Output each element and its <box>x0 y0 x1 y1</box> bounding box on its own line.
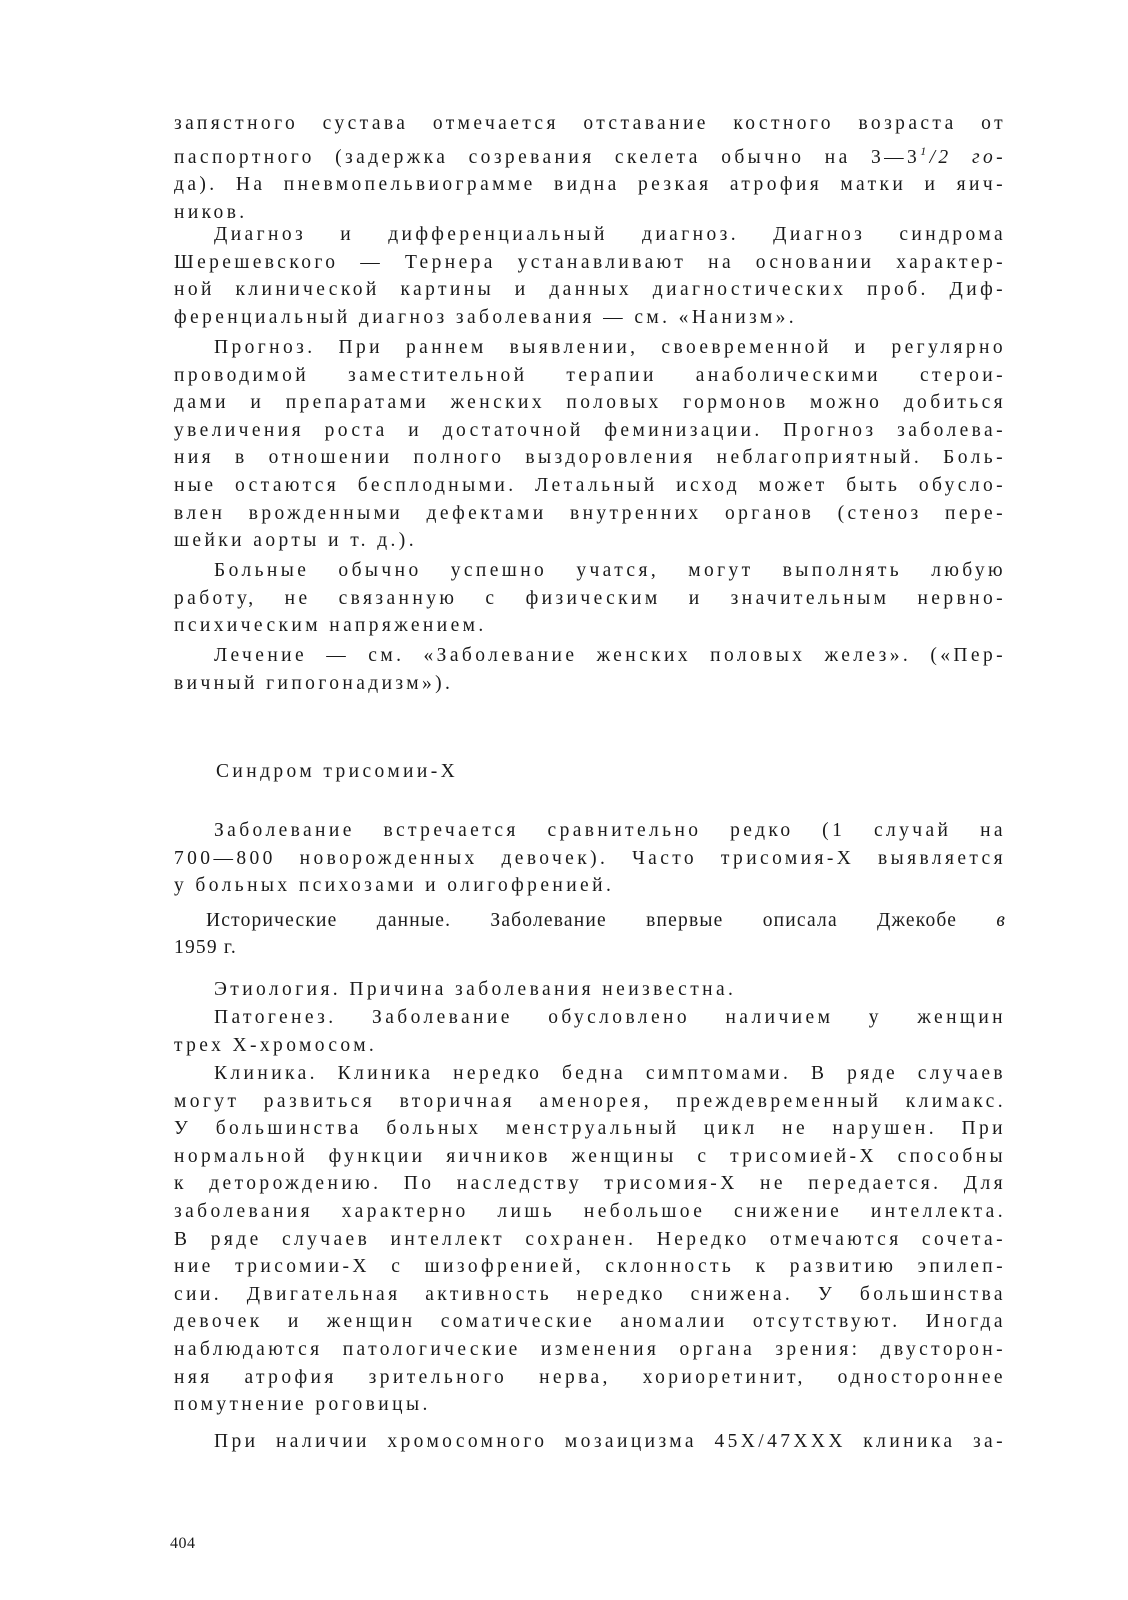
text-line: В ряде случаев интеллект сохранен. Нередко отмечаются сочета- <box>174 1228 1006 1250</box>
text-line: 700—800 новорожденных девочек). Часто трисомия-X выявляется <box>174 847 1006 869</box>
text-line: Патогенез. Заболевание обусловлено наличием у женщин <box>214 1007 1006 1028</box>
text-line: сии. Двигательная активность нередко снижена. У большинства <box>174 1283 1006 1305</box>
text-line: При наличии хромосомного мозаицизма 45X/47XXX клиника за- <box>214 1431 1006 1452</box>
text-line: запястного сустава отмечается отставание костного возраста от <box>174 113 1006 134</box>
paragraph-etiology <box>174 976 1006 1004</box>
paragraph-incidence <box>174 817 1006 900</box>
fraction-numerator: 1 <box>920 143 930 158</box>
text-line: да). На пневмопельвиограмме видна резкая атрофия матки и яич- <box>174 174 1006 196</box>
text-line: влен врожденными дефектами внутренних органов (стеноз пере- <box>174 502 1006 524</box>
text-line: ные остаются бесплодными. Летальный исход может быть обусло- <box>174 474 1006 496</box>
paragraph-bone-age <box>174 110 1006 226</box>
text-line: 1959 г. <box>174 937 237 958</box>
paragraph-treatment <box>174 642 1006 697</box>
text-line: дами и препаратами женских половых гормонов можно добиться <box>174 392 1006 414</box>
text-line: няя атрофия зрительного нерва, хориоретинит, одностороннее <box>174 1366 1006 1388</box>
text-line: Исторические данные. Заболевание впервые описала Джекобе в <box>206 910 1006 931</box>
paragraph-prognosis <box>174 334 1006 555</box>
text-line: заболевания характерно лишь небольшое снижение интеллекта. <box>174 1200 1006 1222</box>
section-heading: Синдром трисомии-X <box>216 761 459 782</box>
text-line: нормальной функции яичников женщины с трисомией-X способны <box>174 1145 1006 1167</box>
text-line: трех X-хромосом. <box>174 1034 378 1056</box>
text-line: могут развиться вторичная аменорея, преждевременный климакс. <box>174 1090 1006 1112</box>
text-line: паспортного (задержка созревания скелета обычно на $3—3^1/2$ го- <box>174 143 1006 168</box>
text-line: Прогноз. При раннем выявлении, своевременной и регулярно <box>214 337 1006 358</box>
text-line: Лечение — см. «Заболевание женских половых желез». («Пер- <box>214 645 1006 666</box>
text-line: ния в отношении полного выздоровления неблагоприятный. Боль- <box>174 447 1006 469</box>
text-line: Больные обычно успешно учатся, могут выполнять любую <box>214 560 1006 581</box>
text-line: ников. <box>174 201 248 223</box>
text-line: У большинства больных менструальный цикл не нарушен. При <box>174 1118 1006 1140</box>
text-line: увеличения роста и достаточной феминизации. Прогноз заболева- <box>174 419 1006 441</box>
text-line: Заболевание встречается сравнительно редко (1 случай на <box>214 820 1006 841</box>
text-line: шейки аорты и т. д.). <box>174 530 417 552</box>
text-line: вичный гипогонадизм»). <box>174 672 454 694</box>
text-line: наблюдаются патологические изменения органа зрения: двусторон- <box>174 1338 1006 1360</box>
paragraph-mosaicism <box>174 1428 1006 1456</box>
paragraph-clinic <box>174 1060 1006 1419</box>
text-line: проводимой заместительной терапии анаболическими стерои- <box>174 364 1006 386</box>
text-line: помутнение роговицы. <box>174 1394 431 1416</box>
text-line: ние трисомии-X с шизофренией, склонность к развитию эпилеп- <box>174 1256 1006 1278</box>
text-line: у больных психозами и олигофренией. <box>174 875 615 897</box>
text-line: Клиника. Клиника нередко бедна симптомами. В ряде случаев <box>214 1063 1006 1084</box>
text-line: девочек и женщин соматические аномалии отсутствуют. Иногда <box>174 1311 1006 1333</box>
text-line: к деторождению. По наследству трисомия-X не передается. Для <box>174 1173 1006 1195</box>
paragraph-patients-work <box>174 557 1006 640</box>
text-line: психическим напряжением. <box>174 615 487 637</box>
paragraph-diagnosis <box>174 221 1006 331</box>
text-line: Шерешевского — Тернера устанавливают на основании характер- <box>174 251 1006 273</box>
text-line: ной клинической картины и данных диагностических проб. Диф- <box>174 279 1006 301</box>
text-line: ференциальный диагноз заболевания — см. «Нанизм». <box>174 306 798 328</box>
paragraph-history <box>174 907 1006 961</box>
text-line: Этиология. Причина заболевания неизвестна. <box>214 979 737 1000</box>
paragraph-pathogenesis <box>174 1004 1006 1059</box>
page-number: 404 <box>170 1535 196 1552</box>
text-line: работу, не связанную с физическим и значительным нервно- <box>174 587 1006 609</box>
text-line: Диагноз и дифференциальный диагноз. Диагноз синдрома <box>214 224 1006 245</box>
